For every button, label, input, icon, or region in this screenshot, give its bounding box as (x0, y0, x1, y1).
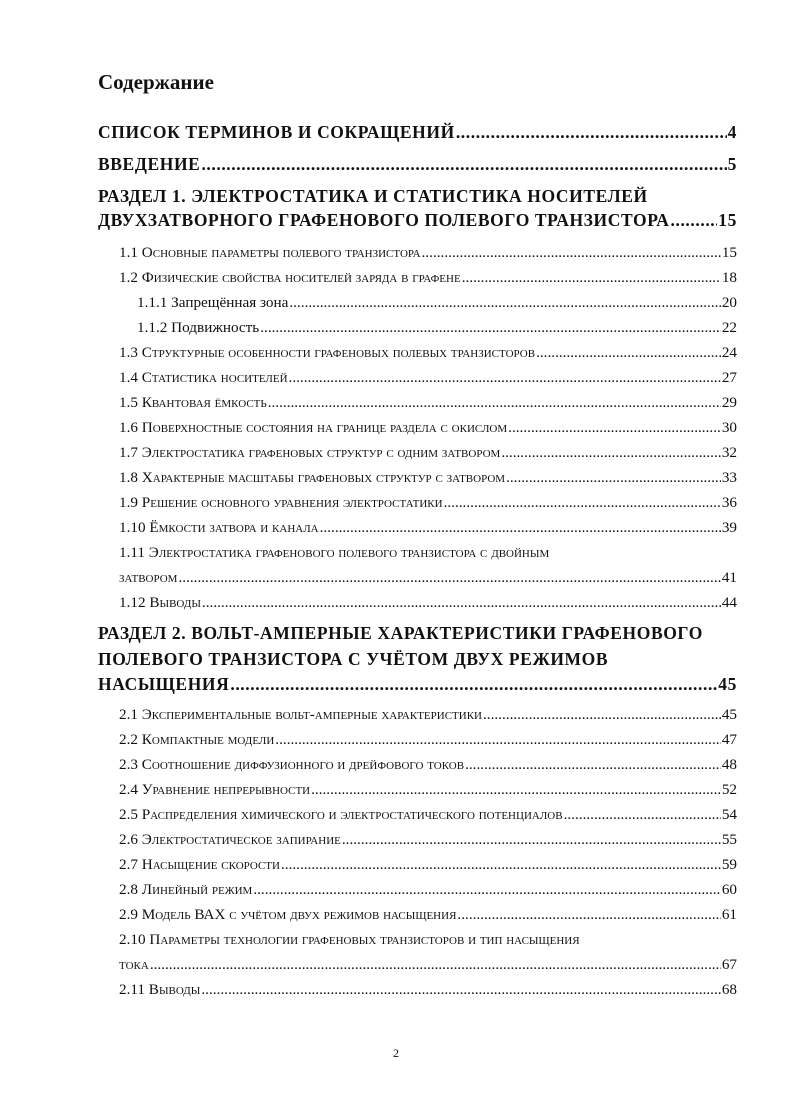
toc-entry-1-3[interactable] (119, 344, 737, 362)
toc-entry-text: 1.10 Ёмкости затвора и канала (119, 519, 319, 536)
toc-entry-2-11[interactable] (119, 981, 737, 999)
toc-leader (457, 906, 720, 924)
toc-leader (202, 594, 721, 612)
toc-page-number: 61 (721, 906, 737, 923)
toc-entry-text: 1.4 Статистика носителей (119, 369, 288, 386)
toc-entry-1-12[interactable] (119, 594, 737, 612)
toc-entry-text: затвором (119, 569, 178, 586)
toc-leader (671, 210, 718, 231)
toc-entry-text: 2.1 Экспериментальные вольт-амперные характеристики (119, 706, 482, 723)
toc-leader (275, 731, 721, 749)
toc-entry-text: НАСЫЩЕНИЯ (98, 674, 230, 694)
toc-entry-text: 1.12 Выводы (119, 594, 201, 611)
toc-entry-text: 1.1 Основные параметры полевого транзистора (119, 244, 421, 261)
toc-entry-1-1-1[interactable] (137, 294, 737, 312)
toc-leader (564, 806, 721, 824)
toc-entry-1-11[interactable] (119, 569, 737, 587)
toc-page-number: 55 (721, 831, 737, 848)
toc-entry-text: 2.7 Насыщение скорости (119, 856, 280, 873)
toc-entry-text: 1.6 Поверхностные состояния на границе раздела с окислом (119, 419, 508, 436)
toc-leader (281, 856, 721, 874)
toc-entry-2-10-line1: 2.10 Параметры технологии графеновых транзисторов и тип насыщения (119, 931, 580, 948)
toc-page-number: 20 (721, 294, 737, 311)
toc-entry-2-2[interactable] (119, 731, 737, 749)
toc-page-number: 24 (721, 344, 737, 361)
toc-entry-1-8[interactable] (119, 469, 737, 487)
toc-page-number: 36 (721, 494, 737, 511)
toc-page-number: 44 (721, 594, 737, 611)
toc-page-number: 39 (721, 519, 737, 536)
toc-entry-1-11-line1: 1.11 Электростатика графенового полевого транзистора с двойным (119, 544, 550, 561)
toc-leader (260, 319, 721, 337)
toc-entry-intro[interactable] (98, 154, 737, 175)
toc-entry-text: СПИСОК ТЕРМИНОВ И СОКРАЩЕНИЙ (98, 122, 455, 142)
toc-leader (342, 831, 721, 849)
toc-entry-1-10[interactable] (119, 519, 737, 537)
toc-entry-2-6[interactable] (119, 831, 737, 849)
toc-leader (311, 781, 721, 799)
toc-leader (253, 881, 720, 899)
toc-page-number: 45 (718, 674, 737, 694)
toc-page-number: 67 (721, 956, 737, 973)
toc-entry-text: 2.11 Выводы (119, 981, 201, 998)
toc-entry-section2-line2: ПОЛЕВОГО ТРАНЗИСТОРА С УЧЁТОМ ДВУХ РЕЖИМОВ (98, 649, 609, 669)
toc-entry-terms[interactable] (98, 122, 737, 143)
toc-leader (178, 569, 720, 587)
toc-leader (456, 122, 727, 143)
toc-entry-section2[interactable] (98, 674, 737, 695)
toc-page-number: 45 (721, 706, 737, 723)
toc-page-number: 4 (727, 122, 737, 142)
toc-entry-text: 1.8 Характерные масштабы графеновых структур с затвором (119, 469, 506, 486)
toc-entry-2-9[interactable] (119, 906, 737, 924)
toc-entry-2-4[interactable] (119, 781, 737, 799)
toc-entry-text: 2.9 Модель ВАХ с учётом двух режимов насыщения (119, 906, 457, 923)
toc-entry-1-5[interactable] (119, 394, 737, 412)
toc-leader (320, 519, 721, 537)
page-title: Содержание (98, 70, 214, 94)
toc-page-number: 15 (721, 244, 737, 261)
toc-leader (268, 394, 721, 412)
toc-page-number: 48 (721, 756, 737, 773)
toc-leader (501, 444, 721, 462)
toc-entry-section2-line1: РАЗДЕЛ 2. ВОЛЬТ-АМПЕРНЫЕ ХАРАКТЕРИСТИКИ ГРАФЕНОВОГО (98, 623, 703, 643)
toc-page-number: 22 (721, 319, 737, 336)
toc-page-number: 15 (718, 210, 737, 230)
toc-entry-text: ВВЕДЕНИЕ (98, 154, 201, 174)
toc-entry-1-9[interactable] (119, 494, 737, 512)
toc-entry-text: 1.3 Структурные особенности графеновых полевых транзисторов (119, 344, 536, 361)
page-number: 2 (393, 1046, 399, 1060)
toc-entry-text: 1.1.2 Подвижность (137, 319, 260, 336)
toc-leader (506, 469, 721, 487)
toc-entry-text: 2.5 Распределения химического и электростатического потенциалов (119, 806, 563, 823)
toc-page-number: 60 (721, 881, 737, 898)
toc-entry-1-6[interactable] (119, 419, 737, 437)
toc-entry-text: 2.3 Соотношение диффузионного и дрейфового токов (119, 756, 465, 773)
toc-page-number: 18 (721, 269, 737, 286)
toc-page-number: 27 (721, 369, 737, 386)
toc-leader (289, 294, 720, 312)
toc-entry-text: 1.2 Физические свойства носителей заряда в графене (119, 269, 461, 286)
toc-leader (444, 494, 721, 512)
toc-page-number: 32 (721, 444, 737, 461)
toc-entry-section1-line1: РАЗДЕЛ 1. ЭЛЕКТРОСТАТИКА И СТАТИСТИКА НОСИТЕЛЕЙ (98, 186, 648, 206)
toc-entry-text: 2.2 Компактные модели (119, 731, 275, 748)
toc-entry-text: 1.9 Решение основного уравнения электростатики (119, 494, 443, 511)
toc-entry-text: ДВУХЗАТВОРНОГО ГРАФЕНОВОГО ПОЛЕВОГО ТРАНЗИСТОРА (98, 210, 670, 230)
toc-entry-2-1[interactable] (119, 706, 737, 724)
toc-leader (462, 269, 721, 287)
toc-page-number: 47 (721, 731, 737, 748)
toc-entry-text: 1.5 Квантовая ёмкость (119, 394, 267, 411)
toc-entry-text: 2.8 Линейный режим (119, 881, 253, 898)
toc-page-number: 30 (721, 419, 737, 436)
toc-entry-2-7[interactable] (119, 856, 737, 874)
toc-leader (465, 756, 721, 774)
toc-entry-text: 2.4 Уравнение непрерывности (119, 781, 311, 798)
toc-entry-text: 1.7 Электростатика графеновых структур с одним затвором (119, 444, 501, 461)
toc-entry-1-2[interactable] (119, 269, 737, 287)
toc-page-number: 41 (721, 569, 737, 586)
toc-leader (483, 706, 721, 724)
toc-leader (150, 956, 721, 974)
toc-entry-1-1-2[interactable] (137, 319, 737, 337)
toc-entry-1-1[interactable] (119, 244, 737, 262)
toc-entry-1-7[interactable] (119, 444, 737, 462)
toc-page-number: 29 (721, 394, 737, 411)
toc-leader (201, 154, 726, 175)
toc-leader (422, 244, 721, 262)
toc-page-number: 33 (721, 469, 737, 486)
toc-page-number: 68 (721, 981, 737, 998)
toc-leader (508, 419, 721, 437)
toc-entry-text: 2.6 Электростатическое запирание (119, 831, 341, 848)
toc-entry-2-8[interactable] (119, 881, 737, 899)
toc-leader (201, 981, 720, 999)
toc-page-number: 54 (721, 806, 737, 823)
toc-entry-1-4[interactable] (119, 369, 737, 387)
toc-entry-text: 1.1.1 Запрещённая зона (137, 294, 289, 311)
toc-page-number: 52 (721, 781, 737, 798)
toc-entry-2-3[interactable] (119, 756, 737, 774)
toc-entry-section1[interactable] (98, 210, 737, 231)
toc-entry-2-10[interactable] (119, 956, 737, 974)
toc-leader (289, 369, 721, 387)
toc-leader (536, 344, 721, 362)
toc-leader (230, 674, 717, 695)
toc-page-number: 59 (721, 856, 737, 873)
toc-entry-text: тока (119, 956, 149, 973)
toc-entry-2-5[interactable] (119, 806, 737, 824)
toc-page-number: 5 (727, 154, 737, 174)
